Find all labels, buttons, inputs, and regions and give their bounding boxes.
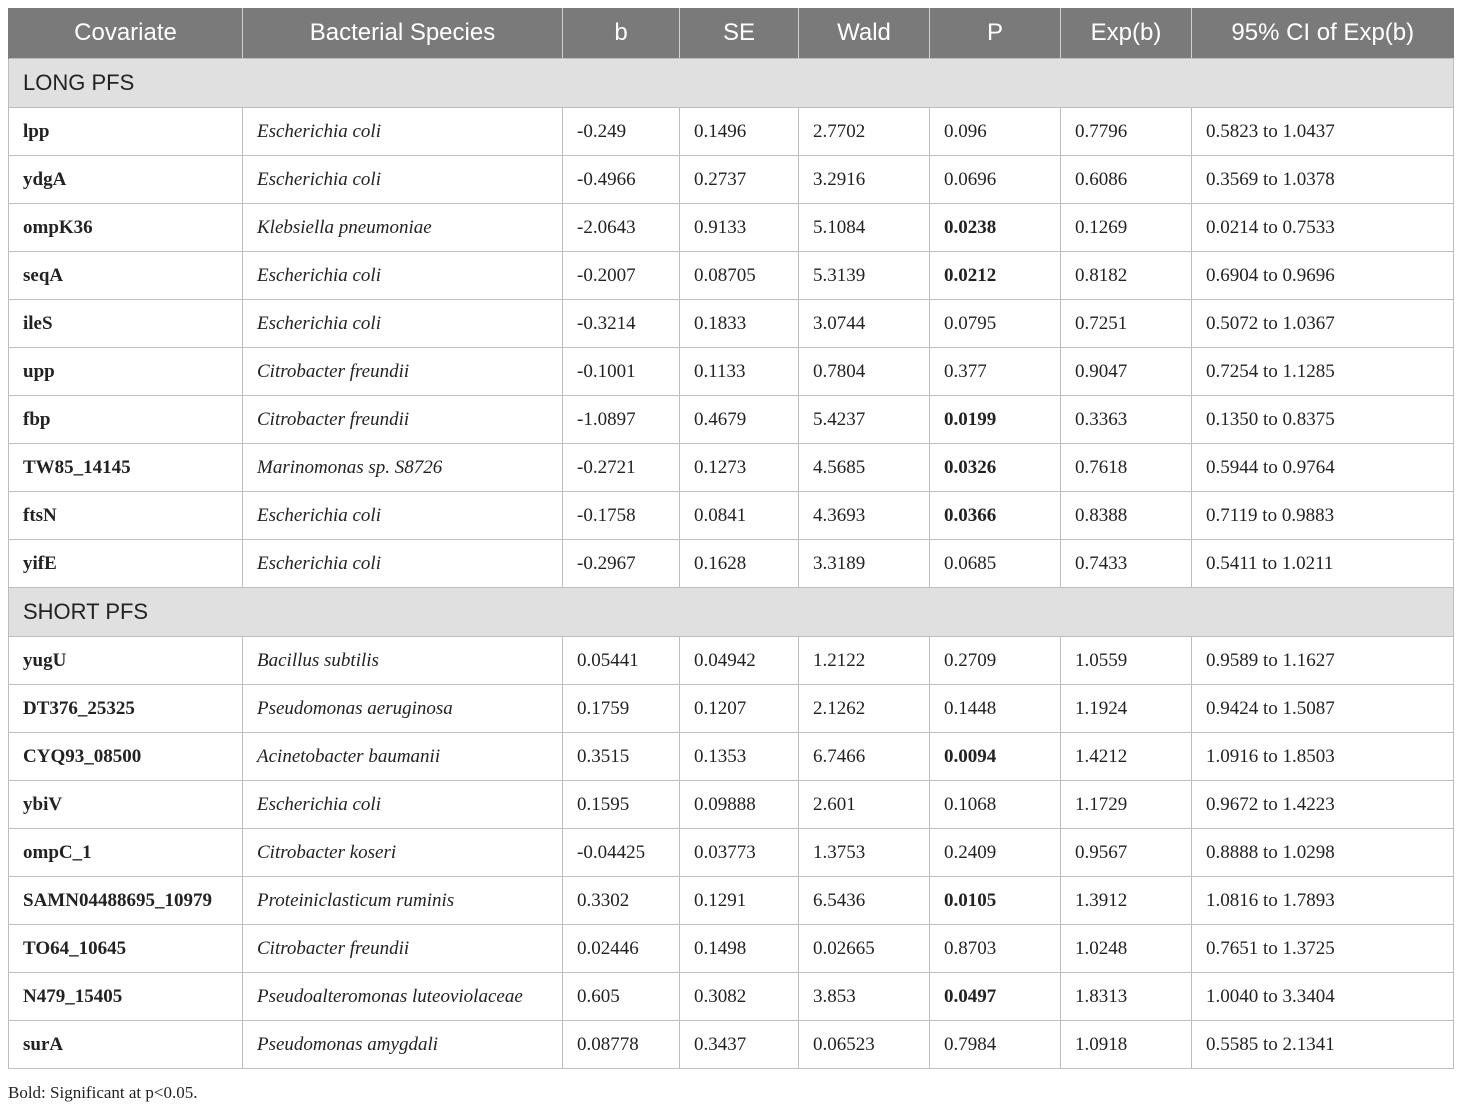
covariate-cell: fbp xyxy=(9,396,243,444)
ci-cell: 0.9672 to 1.4223 xyxy=(1192,781,1454,829)
b-cell: -0.1758 xyxy=(563,492,680,540)
se-cell: 0.1273 xyxy=(680,444,799,492)
ci-cell: 1.0916 to 1.8503 xyxy=(1192,733,1454,781)
table-row xyxy=(9,829,1454,877)
b-cell: -0.4966 xyxy=(563,156,680,204)
exp-b-cell: 1.1924 xyxy=(1061,685,1192,733)
ci-cell: 0.3569 to 1.0378 xyxy=(1192,156,1454,204)
table-row xyxy=(9,492,1454,540)
ci-cell: 0.8888 to 1.0298 xyxy=(1192,829,1454,877)
species-cell: Escherichia coli xyxy=(243,540,563,588)
covariate-cell: ileS xyxy=(9,300,243,348)
p-value-cell: 0.0238 xyxy=(930,204,1061,252)
wald-cell: 2.601 xyxy=(799,781,930,829)
covariate-cell: DT376_25325 xyxy=(9,685,243,733)
p-value-cell: 0.0795 xyxy=(930,300,1061,348)
se-cell: 0.1496 xyxy=(680,108,799,156)
covariate-cell: ftsN xyxy=(9,492,243,540)
table-body xyxy=(9,59,1454,1069)
wald-cell: 5.3139 xyxy=(799,252,930,300)
covariate-cell: surA xyxy=(9,1021,243,1069)
p-value-cell: 0.7984 xyxy=(930,1021,1061,1069)
p-value-cell: 0.0696 xyxy=(930,156,1061,204)
table-row xyxy=(9,637,1454,685)
wald-cell: 1.2122 xyxy=(799,637,930,685)
table-row xyxy=(9,108,1454,156)
exp-b-cell: 0.9567 xyxy=(1061,829,1192,877)
wald-cell: 1.3753 xyxy=(799,829,930,877)
se-cell: 0.08705 xyxy=(680,252,799,300)
exp-b-cell: 0.1269 xyxy=(1061,204,1192,252)
exp-b-cell: 0.7796 xyxy=(1061,108,1192,156)
table-row xyxy=(9,685,1454,733)
species-cell: Citrobacter freundii xyxy=(243,348,563,396)
b-cell: 0.3302 xyxy=(563,877,680,925)
ci-cell: 0.7651 to 1.3725 xyxy=(1192,925,1454,973)
wald-cell: 5.4237 xyxy=(799,396,930,444)
table-row xyxy=(9,973,1454,1021)
cox-regression-table xyxy=(8,8,1454,1069)
ci-cell: 0.0214 to 0.7533 xyxy=(1192,204,1454,252)
b-cell: 0.02446 xyxy=(563,925,680,973)
table-row xyxy=(9,540,1454,588)
ci-cell: 0.9589 to 1.1627 xyxy=(1192,637,1454,685)
section-row xyxy=(9,588,1454,637)
wald-cell: 2.7702 xyxy=(799,108,930,156)
ci-cell: 1.0040 to 3.3404 xyxy=(1192,973,1454,1021)
ci-cell: 1.0816 to 1.7893 xyxy=(1192,877,1454,925)
se-cell: 0.04942 xyxy=(680,637,799,685)
header-b: b xyxy=(563,8,680,59)
exp-b-cell: 1.1729 xyxy=(1061,781,1192,829)
table-row xyxy=(9,156,1454,204)
covariate-cell: yifE xyxy=(9,540,243,588)
exp-b-cell: 1.0559 xyxy=(1061,637,1192,685)
species-cell: Citrobacter freundii xyxy=(243,925,563,973)
ci-cell: 0.5823 to 1.0437 xyxy=(1192,108,1454,156)
se-cell: 0.1291 xyxy=(680,877,799,925)
se-cell: 0.3082 xyxy=(680,973,799,1021)
b-cell: -0.04425 xyxy=(563,829,680,877)
species-cell: Escherichia coli xyxy=(243,156,563,204)
wald-cell: 6.5436 xyxy=(799,877,930,925)
p-value-cell: 0.8703 xyxy=(930,925,1061,973)
header-exp-b: Exp(b) xyxy=(1061,8,1192,59)
p-value-cell: 0.0685 xyxy=(930,540,1061,588)
results-table-container xyxy=(8,8,1453,1069)
se-cell: 0.1207 xyxy=(680,685,799,733)
covariate-cell: yugU xyxy=(9,637,243,685)
table-footnote: Bold: Significant at p<0.05. xyxy=(8,1083,198,1102)
section-row xyxy=(9,59,1454,108)
species-cell: Citrobacter koseri xyxy=(243,829,563,877)
covariate-cell: ompK36 xyxy=(9,204,243,252)
species-cell: Escherichia coli xyxy=(243,252,563,300)
exp-b-cell: 0.6086 xyxy=(1061,156,1192,204)
header-p: P xyxy=(930,8,1061,59)
p-value-cell: 0.2709 xyxy=(930,637,1061,685)
se-cell: 0.0841 xyxy=(680,492,799,540)
species-cell: Klebsiella pneumoniae xyxy=(243,204,563,252)
wald-cell: 4.5685 xyxy=(799,444,930,492)
species-cell: Escherichia coli xyxy=(243,108,563,156)
se-cell: 0.9133 xyxy=(680,204,799,252)
ci-cell: 0.7254 to 1.1285 xyxy=(1192,348,1454,396)
header-bacterial-species: Bacterial Species xyxy=(243,8,563,59)
header-covariate: Covariate xyxy=(9,8,243,59)
species-cell: Citrobacter freundii xyxy=(243,396,563,444)
se-cell: 0.09888 xyxy=(680,781,799,829)
species-cell: Marinomonas sp. S8726 xyxy=(243,444,563,492)
se-cell: 0.1833 xyxy=(680,300,799,348)
covariate-cell: SAMN04488695_10979 xyxy=(9,877,243,925)
ci-cell: 0.6904 to 0.9696 xyxy=(1192,252,1454,300)
covariate-cell: N479_15405 xyxy=(9,973,243,1021)
b-cell: 0.1759 xyxy=(563,685,680,733)
p-value-cell: 0.0366 xyxy=(930,492,1061,540)
exp-b-cell: 1.3912 xyxy=(1061,877,1192,925)
b-cell: -2.0643 xyxy=(563,204,680,252)
wald-cell: 0.02665 xyxy=(799,925,930,973)
exp-b-cell: 0.8182 xyxy=(1061,252,1192,300)
species-cell: Bacillus subtilis xyxy=(243,637,563,685)
covariate-cell: upp xyxy=(9,348,243,396)
ci-cell: 0.5072 to 1.0367 xyxy=(1192,300,1454,348)
p-value-cell: 0.1068 xyxy=(930,781,1061,829)
ci-cell: 0.5585 to 2.1341 xyxy=(1192,1021,1454,1069)
ci-cell: 0.9424 to 1.5087 xyxy=(1192,685,1454,733)
b-cell: -0.2007 xyxy=(563,252,680,300)
exp-b-cell: 0.7433 xyxy=(1061,540,1192,588)
b-cell: 0.3515 xyxy=(563,733,680,781)
p-value-cell: 0.0094 xyxy=(930,733,1061,781)
exp-b-cell: 1.4212 xyxy=(1061,733,1192,781)
covariate-cell: ybiV xyxy=(9,781,243,829)
ci-cell: 0.5944 to 0.9764 xyxy=(1192,444,1454,492)
se-cell: 0.1133 xyxy=(680,348,799,396)
exp-b-cell: 1.0248 xyxy=(1061,925,1192,973)
table-row xyxy=(9,925,1454,973)
covariate-cell: TW85_14145 xyxy=(9,444,243,492)
p-value-cell: 0.096 xyxy=(930,108,1061,156)
species-cell: Pseudoalteromonas luteoviolaceae xyxy=(243,973,563,1021)
b-cell: -1.0897 xyxy=(563,396,680,444)
header-se: SE xyxy=(680,8,799,59)
p-value-cell: 0.377 xyxy=(930,348,1061,396)
exp-b-cell: 1.0918 xyxy=(1061,1021,1192,1069)
table-row xyxy=(9,348,1454,396)
header-row xyxy=(9,8,1454,59)
p-value-cell: 0.0497 xyxy=(930,973,1061,1021)
wald-cell: 6.7466 xyxy=(799,733,930,781)
b-cell: -0.3214 xyxy=(563,300,680,348)
covariate-cell: CYQ93_08500 xyxy=(9,733,243,781)
se-cell: 0.1353 xyxy=(680,733,799,781)
wald-cell: 2.1262 xyxy=(799,685,930,733)
exp-b-cell: 0.7251 xyxy=(1061,300,1192,348)
ci-cell: 0.7119 to 0.9883 xyxy=(1192,492,1454,540)
se-cell: 0.4679 xyxy=(680,396,799,444)
section-label: SHORT PFS xyxy=(9,588,1454,637)
covariate-cell: ydgA xyxy=(9,156,243,204)
se-cell: 0.1628 xyxy=(680,540,799,588)
exp-b-cell: 0.8388 xyxy=(1061,492,1192,540)
p-value-cell: 0.0212 xyxy=(930,252,1061,300)
species-cell: Pseudomonas amygdali xyxy=(243,1021,563,1069)
species-cell: Escherichia coli xyxy=(243,781,563,829)
section-label: LONG PFS xyxy=(9,59,1454,108)
table-row xyxy=(9,877,1454,925)
b-cell: 0.05441 xyxy=(563,637,680,685)
exp-b-cell: 0.3363 xyxy=(1061,396,1192,444)
covariate-cell: ompC_1 xyxy=(9,829,243,877)
b-cell: 0.08778 xyxy=(563,1021,680,1069)
wald-cell: 3.2916 xyxy=(799,156,930,204)
wald-cell: 4.3693 xyxy=(799,492,930,540)
species-cell: Proteiniclasticum ruminis xyxy=(243,877,563,925)
wald-cell: 3.3189 xyxy=(799,540,930,588)
se-cell: 0.2737 xyxy=(680,156,799,204)
exp-b-cell: 0.7618 xyxy=(1061,444,1192,492)
exp-b-cell: 1.8313 xyxy=(1061,973,1192,1021)
b-cell: 0.605 xyxy=(563,973,680,1021)
header-ci: 95% CI of Exp(b) xyxy=(1192,8,1454,59)
p-value-cell: 0.0199 xyxy=(930,396,1061,444)
species-cell: Escherichia coli xyxy=(243,300,563,348)
p-value-cell: 0.0326 xyxy=(930,444,1061,492)
species-cell: Escherichia coli xyxy=(243,492,563,540)
ci-cell: 0.1350 to 0.8375 xyxy=(1192,396,1454,444)
table-row xyxy=(9,300,1454,348)
se-cell: 0.3437 xyxy=(680,1021,799,1069)
b-cell: -0.2967 xyxy=(563,540,680,588)
wald-cell: 3.0744 xyxy=(799,300,930,348)
ci-cell: 0.5411 to 1.0211 xyxy=(1192,540,1454,588)
se-cell: 0.03773 xyxy=(680,829,799,877)
species-cell: Pseudomonas aeruginosa xyxy=(243,685,563,733)
wald-cell: 0.06523 xyxy=(799,1021,930,1069)
wald-cell: 3.853 xyxy=(799,973,930,1021)
table-row xyxy=(9,1021,1454,1069)
wald-cell: 0.7804 xyxy=(799,348,930,396)
table-row xyxy=(9,781,1454,829)
table-row xyxy=(9,252,1454,300)
p-value-cell: 0.2409 xyxy=(930,829,1061,877)
species-cell: Acinetobacter baumanii xyxy=(243,733,563,781)
b-cell: -0.2721 xyxy=(563,444,680,492)
b-cell: 0.1595 xyxy=(563,781,680,829)
b-cell: -0.249 xyxy=(563,108,680,156)
table-row xyxy=(9,444,1454,492)
covariate-cell: lpp xyxy=(9,108,243,156)
table-row xyxy=(9,204,1454,252)
header-wald: Wald xyxy=(799,8,930,59)
table-row xyxy=(9,396,1454,444)
se-cell: 0.1498 xyxy=(680,925,799,973)
table-row xyxy=(9,733,1454,781)
exp-b-cell: 0.9047 xyxy=(1061,348,1192,396)
covariate-cell: seqA xyxy=(9,252,243,300)
p-value-cell: 0.1448 xyxy=(930,685,1061,733)
p-value-cell: 0.0105 xyxy=(930,877,1061,925)
b-cell: -0.1001 xyxy=(563,348,680,396)
wald-cell: 5.1084 xyxy=(799,204,930,252)
covariate-cell: TO64_10645 xyxy=(9,925,243,973)
